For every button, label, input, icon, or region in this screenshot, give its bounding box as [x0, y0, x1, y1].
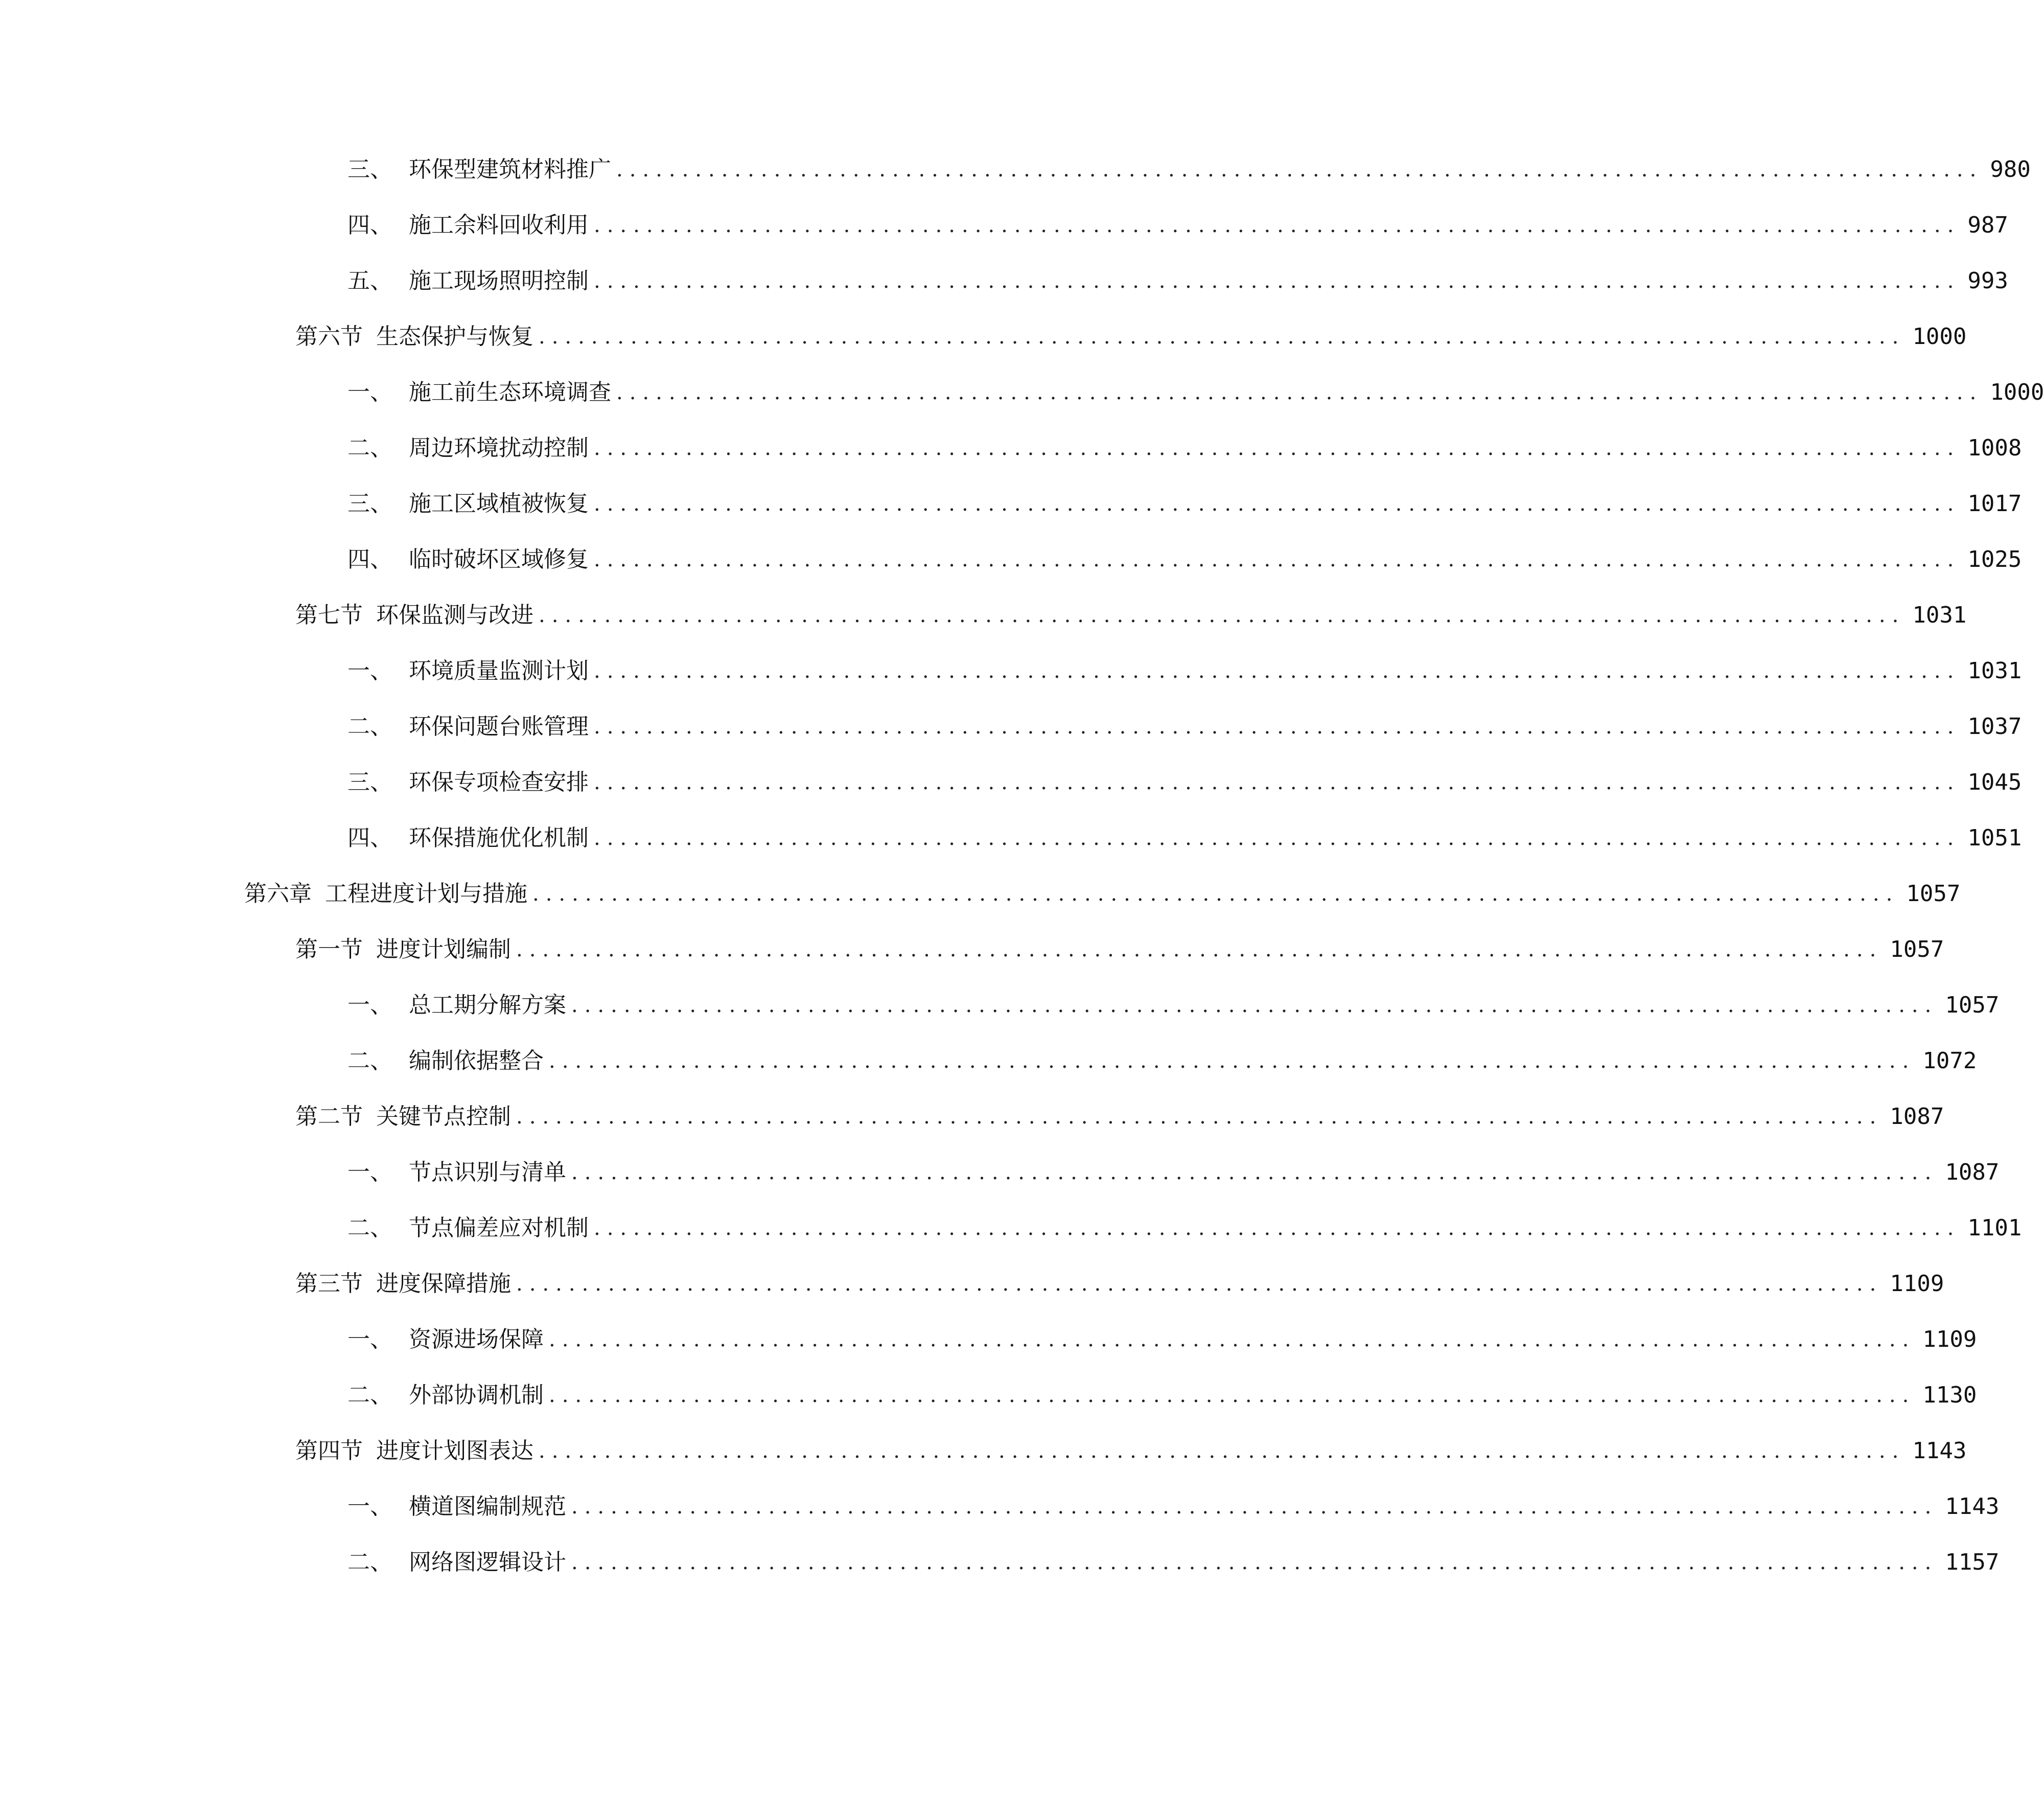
toc-entry-title: 环保措施优化机制 [409, 825, 589, 851]
toc-entry-number: 一、 [347, 1493, 392, 1520]
dot-leader: ........................................................................................................ [594, 436, 1961, 460]
toc-entry-title: 进度计划图表达 [376, 1438, 533, 1464]
toc-entry-title: 周边环境扰动控制 [409, 435, 589, 461]
toc-entry-page: 1109 [1922, 1326, 1977, 1352]
dot-leader: ........................................................................................................ [594, 826, 1961, 850]
toc-entry-number: 二、 [347, 714, 392, 740]
dot-leader: ........................................................................................................ [571, 994, 1938, 1017]
toc-entry-number: 一、 [347, 379, 392, 405]
toc-entry-page: 993 [1967, 268, 2008, 294]
toc-entry-number: 四、 [347, 825, 392, 851]
toc-entry-number: 第二节 [295, 1104, 363, 1130]
toc-entry-title: 外部协调机制 [409, 1382, 544, 1408]
dot-leader: ........................................................................................................ [539, 1439, 1906, 1463]
toc-entry-title: 临时破坏区域修复 [409, 546, 589, 572]
toc-entry-page: 1051 [1967, 825, 2022, 851]
toc-entry-page: 987 [1967, 212, 2008, 238]
dot-leader: ........................................................................................................ [594, 214, 1961, 237]
toc-entry[interactable] [347, 709, 2022, 745]
toc-entry-title: 进度保障措施 [376, 1271, 511, 1297]
toc-entry-number: 三、 [347, 491, 392, 517]
toc-entry[interactable] [347, 208, 2008, 243]
dot-leader: ........................................................................................................ [549, 1328, 1916, 1351]
toc-entry-title: 环境质量监测计划 [409, 658, 589, 684]
dot-leader: ........................................................................................................ [516, 1105, 1883, 1129]
toc-entry-number: 四、 [347, 546, 392, 572]
dot-leader: ........................................................................................................ [571, 1551, 1938, 1574]
toc-entry[interactable] [347, 263, 2008, 299]
toc-entry-title: 资源进场保障 [409, 1326, 544, 1352]
dot-leader: ........................................................................................................ [594, 659, 1961, 683]
toc-entry-number: 二、 [347, 1048, 392, 1074]
toc-entry-number: 二、 [347, 435, 392, 461]
toc-entry-page: 1057 [1890, 936, 1944, 962]
toc-entry-page: 1087 [1945, 1159, 2000, 1185]
toc-entry-page: 980 [1990, 156, 2031, 182]
toc-entry-page: 1130 [1922, 1382, 1977, 1408]
toc-entry-title: 生态保护与恢复 [376, 324, 533, 350]
toc-entry-number: 第六章 [244, 881, 312, 907]
toc-entry[interactable] [347, 820, 2022, 856]
dot-leader: ........................................................................................................ [616, 158, 1983, 181]
toc-entry-number: 二、 [347, 1549, 392, 1575]
dot-leader: ........................................................................................................ [549, 1384, 1916, 1407]
dot-leader: ........................................................................................................ [594, 1216, 1961, 1240]
toc-entry[interactable] [295, 1433, 1967, 1469]
toc-entry[interactable] [347, 1210, 2022, 1246]
toc-entry[interactable] [347, 1155, 2000, 1190]
toc-entry-title: 节点偏差应对机制 [409, 1215, 589, 1241]
dot-leader: ........................................................................................................ [549, 1049, 1916, 1073]
toc-entry-title: 总工期分解方案 [409, 992, 566, 1018]
toc-entry-title: 施工前生态环境调查 [409, 379, 611, 405]
toc-entry-number: 第三节 [295, 1271, 363, 1297]
toc-entry[interactable] [347, 765, 2022, 800]
toc-entry-page: 1037 [1967, 714, 2022, 740]
toc-entry[interactable] [295, 319, 1967, 355]
toc-entry[interactable] [347, 1545, 2000, 1580]
toc-entry-title: 关键节点控制 [376, 1104, 511, 1130]
toc-entry[interactable] [347, 1322, 1977, 1358]
toc-entry-title: 施工余料回收利用 [409, 212, 589, 238]
toc-entry-title: 工程进度计划与措施 [325, 881, 527, 907]
dot-leader: ........................................................................................................ [516, 938, 1883, 961]
toc-entry[interactable] [295, 1099, 1944, 1135]
toc-entry-page: 1000 [1990, 379, 2044, 405]
dot-leader: ........................................................................................................ [594, 492, 1961, 516]
toc-entry-title: 环保监测与改进 [376, 602, 533, 628]
dot-leader: ........................................................................................................ [594, 771, 1961, 794]
toc-entry[interactable] [347, 152, 2031, 188]
toc-entry[interactable] [347, 375, 2044, 410]
toc-entry-page: 1101 [1967, 1215, 2022, 1241]
toc-entry-title: 环保问题台账管理 [409, 714, 589, 740]
toc-entry[interactable] [347, 1489, 2000, 1525]
toc-entry-title: 环保专项检查安排 [409, 769, 589, 795]
dot-leader: ........................................................................................................ [532, 882, 1899, 906]
dot-leader: ........................................................................................................ [539, 325, 1906, 349]
toc-entry-number: 五、 [347, 268, 392, 294]
toc-entry-title: 编制依据整合 [409, 1048, 544, 1074]
toc-entry[interactable] [347, 430, 2022, 466]
toc-entry-page: 1143 [1945, 1493, 2000, 1520]
toc-entry-page: 1057 [1906, 881, 1961, 907]
toc-entry-page: 1157 [1945, 1549, 2000, 1575]
toc-entry-page: 1072 [1922, 1048, 1977, 1074]
toc-entry-number: 一、 [347, 992, 392, 1018]
toc-entry-number: 第七节 [295, 602, 363, 628]
toc-entry[interactable] [295, 932, 1944, 968]
toc-entry-number: 三、 [347, 769, 392, 795]
dot-leader: ........................................................................................................ [516, 1272, 1883, 1296]
dot-leader: ........................................................................................................ [616, 381, 1983, 404]
toc-entry-number: 四、 [347, 212, 392, 238]
toc-entry-title: 节点识别与清单 [409, 1159, 566, 1185]
toc-entry[interactable] [347, 1043, 1977, 1079]
toc-entry-page: 1031 [1967, 658, 2022, 684]
toc-entry-page: 1025 [1967, 546, 2022, 572]
toc-entry-number: 第六节 [295, 324, 363, 350]
toc-entry-page: 1109 [1890, 1271, 1944, 1297]
toc-entry[interactable] [347, 486, 2022, 522]
toc-entry[interactable] [244, 876, 1961, 912]
toc-entry-title: 施工区域植被恢复 [409, 491, 589, 517]
toc-entry-title: 进度计划编制 [376, 936, 511, 962]
toc-entry-number: 第四节 [295, 1438, 363, 1464]
toc-entry-title: 环保型建筑材料推广 [409, 156, 611, 182]
toc-entry-page: 1143 [1912, 1438, 1967, 1464]
toc-entry-number: 二、 [347, 1215, 392, 1241]
toc-entry-page: 1031 [1912, 602, 1967, 628]
toc-entry-page: 1017 [1967, 491, 2022, 517]
toc-entry-title: 横道图编制规范 [409, 1493, 566, 1520]
toc-entry-number: 一、 [347, 1326, 392, 1352]
toc-entry[interactable] [347, 1377, 1977, 1413]
dot-leader: ........................................................................................................ [594, 269, 1961, 293]
toc-entry-page: 1057 [1945, 992, 2000, 1018]
toc-entry-number: 二、 [347, 1382, 392, 1408]
toc-entry-number: 第一节 [295, 936, 363, 962]
toc-entry-page: 1008 [1967, 435, 2022, 461]
toc-entry-title: 网络图逻辑设计 [409, 1549, 566, 1575]
toc-entry-page: 1045 [1967, 769, 2022, 795]
toc-entry-number: 三、 [347, 156, 392, 182]
dot-leader: ........................................................................................................ [539, 604, 1906, 627]
toc-entry-number: 一、 [347, 658, 392, 684]
dot-leader: ........................................................................................................ [571, 1495, 1938, 1519]
toc-entry[interactable] [295, 1266, 1944, 1302]
toc-entry-number: 一、 [347, 1159, 392, 1185]
toc-entry-page: 1087 [1890, 1104, 1944, 1130]
toc-entry-title: 施工现场照明控制 [409, 268, 589, 294]
toc-entry[interactable] [295, 597, 1967, 633]
toc-entry-page: 1000 [1912, 324, 1967, 350]
toc-entry[interactable] [347, 653, 2022, 689]
toc-entry[interactable] [347, 987, 2000, 1023]
dot-leader: ........................................................................................................ [594, 715, 1961, 739]
dot-leader: ........................................................................................................ [571, 1161, 1938, 1184]
toc-entry[interactable] [347, 542, 2022, 578]
dot-leader: ........................................................................................................ [594, 548, 1961, 571]
